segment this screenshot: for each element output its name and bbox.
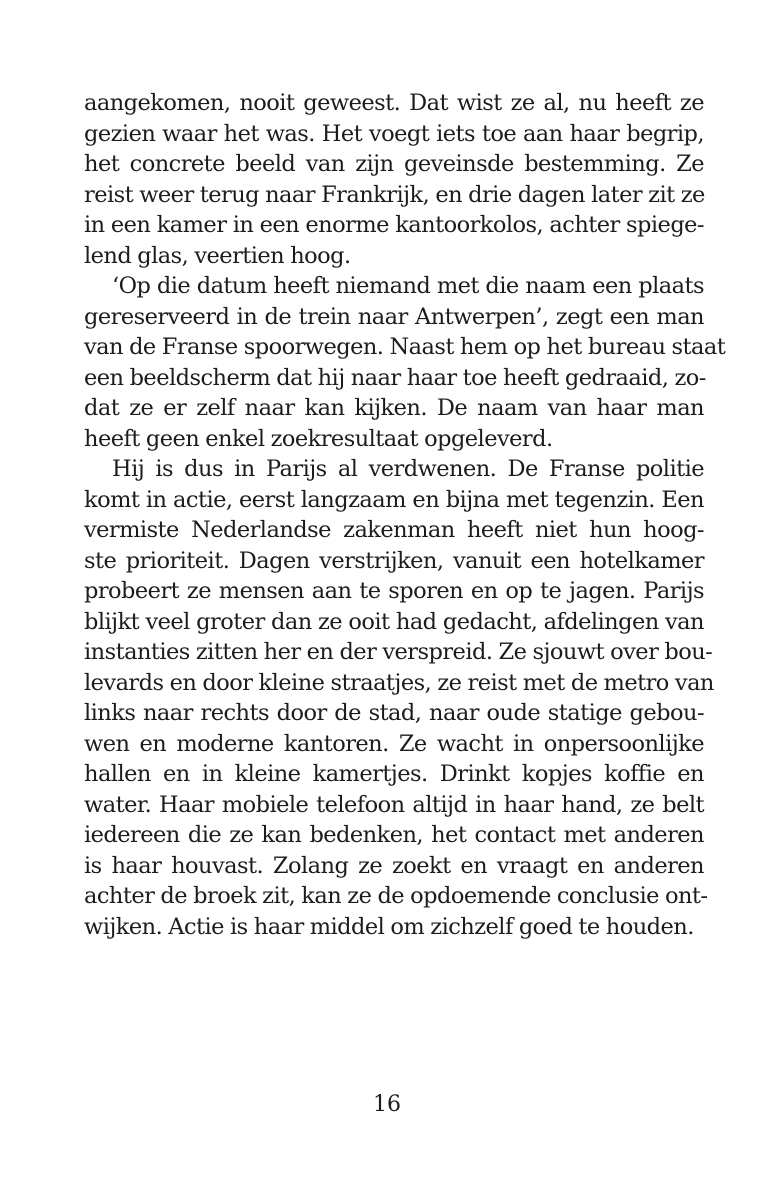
text-line: lend glas, veertien hoog. <box>84 242 351 269</box>
text-line: ste prioriteit. Dagen verstrijken, vanuit een hotelkamer <box>84 547 704 574</box>
text-line: gereserveerd in de trein naar Antwerpen’, zegt een man <box>84 303 704 330</box>
text-line: in een kamer in een enorme kantoorkolos, achter spiege- <box>84 212 704 238</box>
text-line: heeft geen enkel zoekresultaat opgeleverd. <box>84 425 553 452</box>
text-line: hallen en in kleine kamertjes. Drinkt kopjes koffie en <box>84 761 704 787</box>
text-line: aangekomen, nooit geweest. Dat wist ze al, nu heeft ze <box>84 90 704 116</box>
text-line: vermiste Nederlandse zakenman heeft niet hun hoog- <box>84 517 704 543</box>
paragraph-2 <box>84 271 726 454</box>
text-line: water. Haar mobiele telefoon altijd in haar hand, ze belt <box>84 791 704 818</box>
paragraph-3 <box>84 454 714 942</box>
text-line: iedereen die ze kan bedenken, het contact met anderen <box>84 822 704 848</box>
text-line: reist weer terug naar Frankrijk, en drie dagen later zit ze <box>84 181 705 208</box>
text-line: links naar rechts door de stad, naar oude statige gebou- <box>84 700 704 726</box>
text-line: het concrete beeld van zijn geveinsde bestemming. Ze <box>84 151 704 177</box>
paragraph-1 <box>84 88 704 271</box>
text-line: dat ze er zelf naar kan kijken. De naam van haar man <box>84 395 704 421</box>
text-line: een beeldscherm dat hij naar haar toe heeft gedraaid, zo- <box>84 364 706 391</box>
text-line: levards en door kleine straatjes, ze reist met de metro van <box>84 669 714 696</box>
body-text <box>84 88 726 942</box>
text-line: is haar houvast. Zolang ze zoekt en vraagt en anderen <box>84 852 704 879</box>
text-line: wijken. Actie is haar middel om zichzelf goed te houden. <box>84 913 694 940</box>
text-line: van de Franse spoorwegen. Naast hem op het bureau staat <box>84 334 726 360</box>
page-number: 16 <box>373 1092 401 1117</box>
text-line: achter de broek zit, kan ze de opdoemende conclusie ont- <box>84 883 708 909</box>
text-line: komt in actie, eerst langzaam en bijna met tegenzin. Een <box>84 486 704 513</box>
text-line: instanties zitten her en der verspreid. Ze sjouwt over bou- <box>84 639 713 665</box>
text-line: blijkt veel groter dan ze ooit had gedacht, afdelingen van <box>84 608 704 635</box>
text-line: Hij is dus in Parijs al verdwenen. De Franse politie <box>112 456 704 482</box>
text-line: probeert ze mensen aan te sporen en op te jagen. Parijs <box>84 578 704 604</box>
text-line: ‘Op die datum heeft niemand met die naam een plaats <box>112 273 704 299</box>
text-line: gezien waar het was. Het voegt iets toe aan haar begrip, <box>84 120 704 147</box>
text-line: wen en moderne kantoren. Ze wacht in onpersoonlijke <box>84 730 704 757</box>
